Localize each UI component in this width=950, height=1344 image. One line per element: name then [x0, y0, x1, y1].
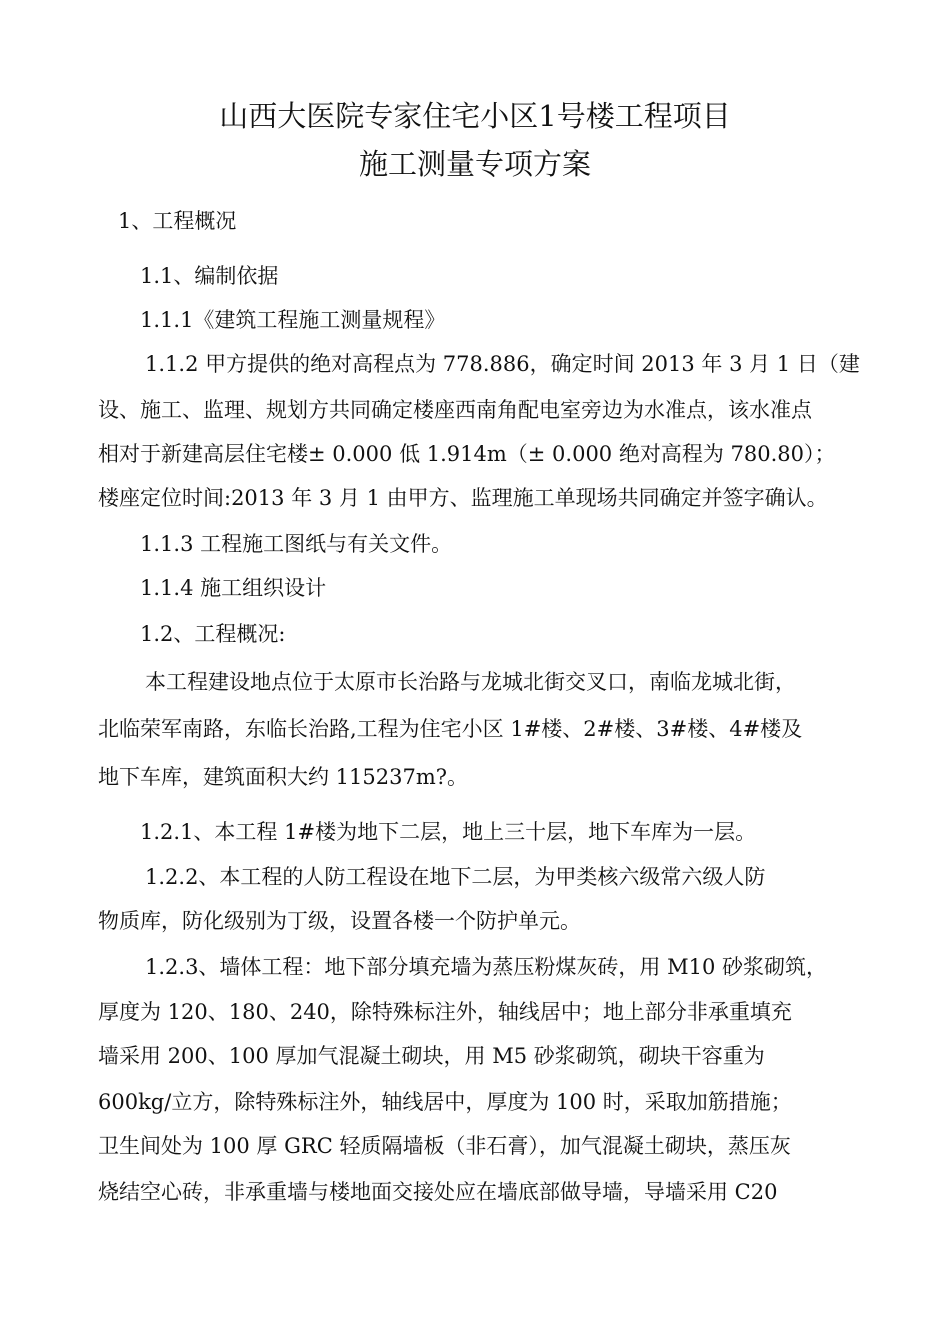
paragraph-line: 1.1.2 甲方提供的绝对高程点为 778.886，确定时间 2013 年 3 月 1 日（建 [145, 352, 860, 376]
document-title: 山西大医院专家住宅小区1号楼工程项目 [219, 99, 731, 133]
paragraph-line: 楼座定位时间:2013 年 3 月 1 由甲方、监理施工单现场共同确定并签字确认。 [98, 486, 828, 510]
paragraph-line: 卫生间处为 100 厚 GRC 轻质隔墙板（非石膏），加气混凝土砌块，蒸压灰 [98, 1134, 791, 1158]
list-item-1-1-4: 1.1.4 施工组织设计 [140, 576, 327, 600]
paragraph-line: 厚度为 120、180、240，除特殊标注外，轴线居中；地上部分非承重填充 [98, 1000, 792, 1024]
section-heading-1: 1、工程概况 [118, 209, 237, 233]
paragraph-line: 地下车库，建筑面积大约 115237m?。 [98, 765, 469, 789]
paragraph-line: 本工程建设地点位于太原市长治路与龙城北街交叉口，南临龙城北街， [145, 670, 796, 694]
paragraph-line: 物质库，防化级别为丁级，设置各楼一个防护单元。 [98, 909, 581, 933]
section-heading-1-1: 1.1、编制依据 [140, 264, 279, 288]
paragraph-line: 北临荣军南路，东临长治路,工程为住宅小区 1#楼、2#楼、3#楼、4#楼及 [98, 717, 803, 741]
paragraph-line: 相对于新建高层住宅楼± 0.000 低 1.914m（± 0.000 绝对高程为 780.80）； [98, 442, 836, 466]
paragraph-line: 墙采用 200、100 厚加气混凝土砌块，用 M5 砂浆砌筑，砌块干容重为 [98, 1044, 765, 1068]
document-subtitle: 施工测量专项方案 [358, 147, 591, 181]
paragraph-line: 600kg/立方，除特殊标注外，轴线居中，厚度为 100 时，采取加筋措施； [98, 1090, 792, 1114]
list-item-1-2-1: 1.2.1、本工程 1#楼为地下二层，地上三十层，地下车库为一层。 [140, 820, 757, 844]
list-item-1-2-2: 1.2.2、本工程的人防工程设在地下二层，为甲类核六级常六级人防 [145, 865, 766, 889]
list-item-1-2-3: 1.2.3、墙体工程：地下部分填充墙为蒸压粉煤灰砖，用 M10 砂浆砌筑， [145, 955, 828, 979]
section-heading-1-2: 1.2、工程概况: [140, 622, 286, 646]
paragraph-line: 烧结空心砖，非承重墙与楼地面交接处应在墙底部做导墙，导墙采用 C20 [98, 1180, 778, 1204]
paragraph-line: 设、施工、监理、规划方共同确定楼座西南角配电室旁边为水准点，该水准点 [98, 398, 812, 422]
list-item-1-1-1: 1.1.1《建筑工程施工测量规程》 [140, 308, 446, 332]
list-item-1-1-3: 1.1.3 工程施工图纸与有关文件。 [140, 532, 453, 556]
